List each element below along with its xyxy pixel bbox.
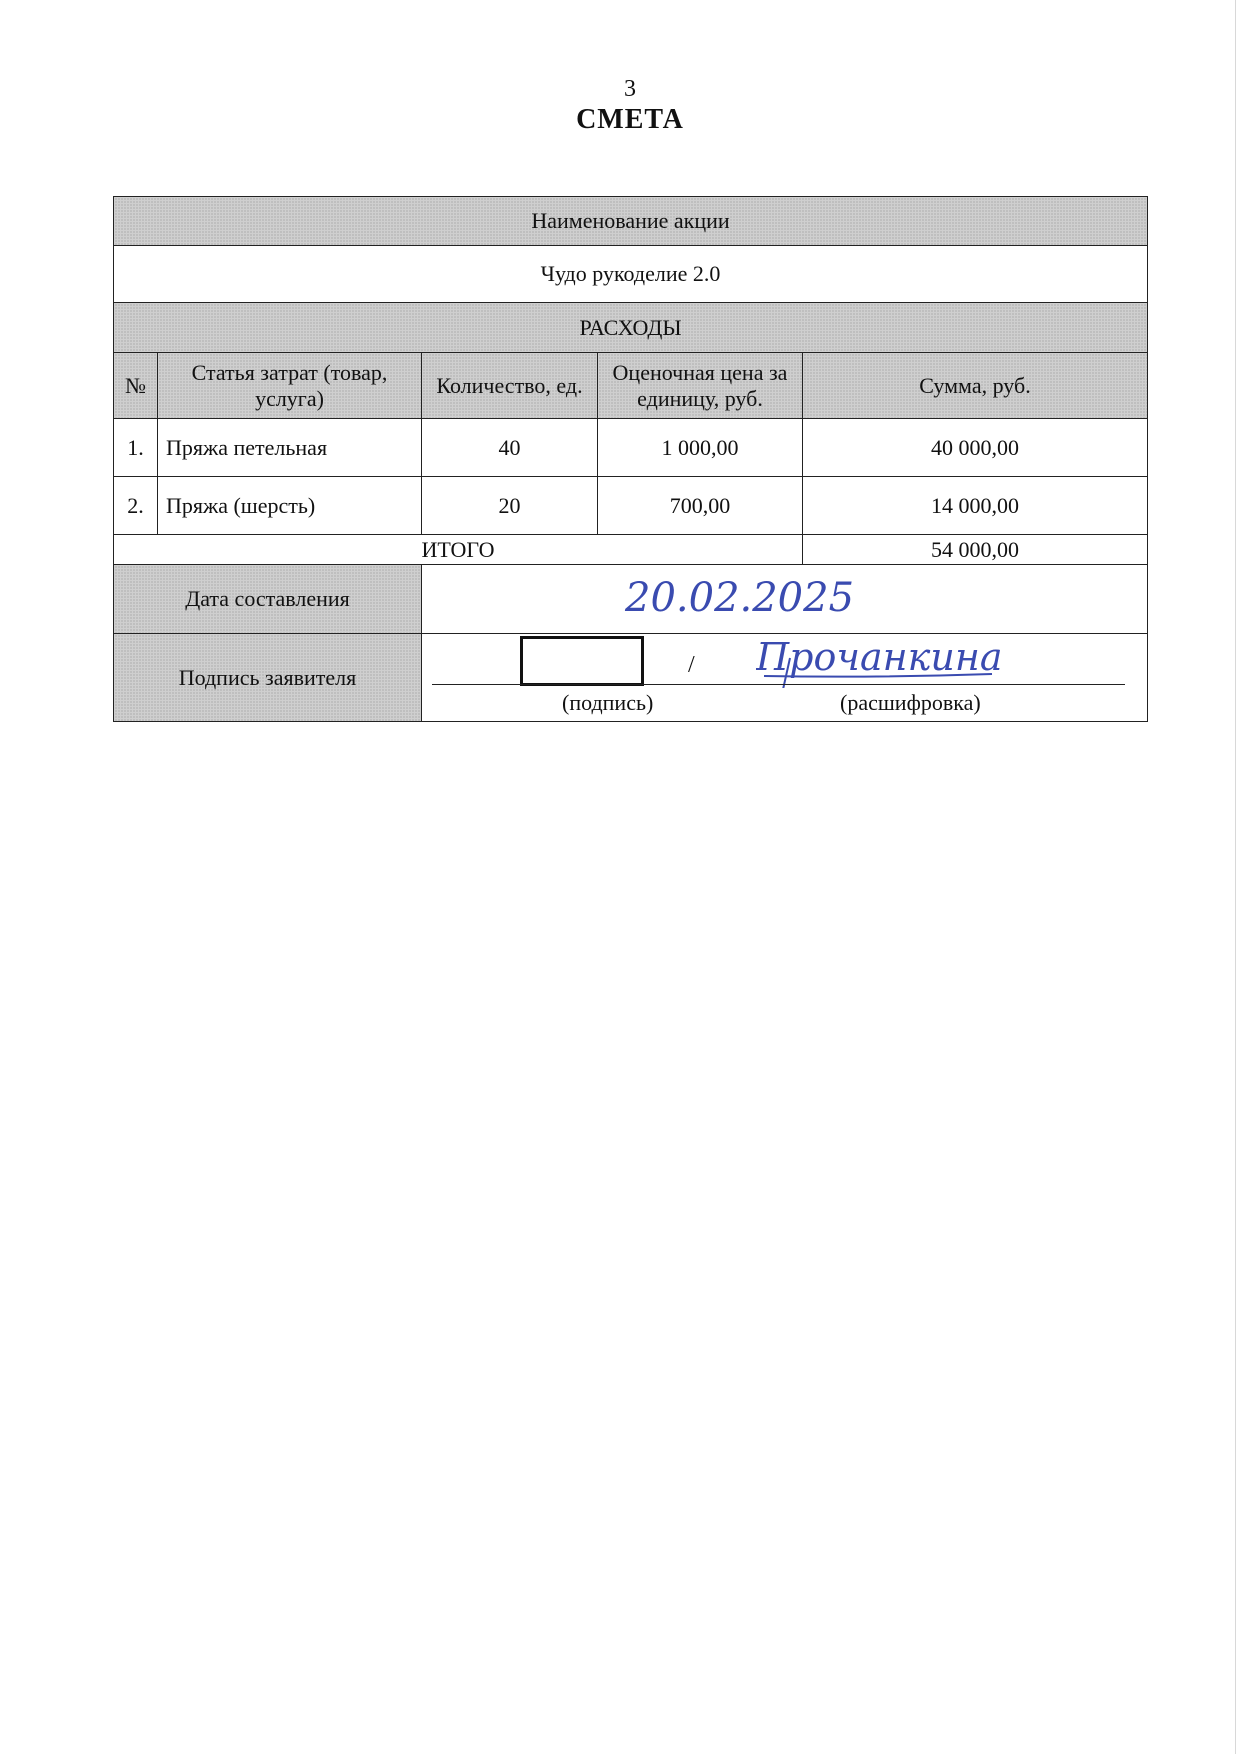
estimate-table [113,196,1148,722]
row-item: Пряжа петельная [158,419,422,477]
total-label: ИТОГО [114,535,803,565]
redacted-signature-box [520,636,644,686]
column-header-number: № [114,353,158,419]
campaign-header: Наименование акции [114,197,1148,246]
campaign-header-row [114,197,1148,246]
row-item: Пряжа (шерсть) [158,477,422,535]
date-row [114,565,1148,634]
date-label: Дата составления [114,565,422,634]
column-header-item: Статья затрат (товар, услуга) [158,353,422,419]
column-header-quantity: Количество, ед. [422,353,598,419]
column-header-price: Оценочная цена за единицу, руб. [598,353,803,419]
total-value: 54 000,00 [803,535,1148,565]
campaign-name-row [114,246,1148,303]
handwritten-name-text: Прочанкина [756,635,1003,679]
table-row [114,419,1148,477]
date-value-cell [422,565,1148,634]
signature-line [432,684,1125,685]
row-quantity: 20 [422,477,598,535]
signature-cell [422,634,1148,722]
column-header-row [114,353,1148,419]
column-header-sum: Сумма, руб. [803,353,1148,419]
row-number: 2. [114,477,158,535]
page-edge [1235,0,1236,1754]
expenses-header: РАСХОДЫ [114,303,1148,353]
campaign-name: Чудо рукоделие 2.0 [114,246,1148,303]
signature-label: Подпись заявителя [114,634,422,722]
document-title: СМЕТА [576,104,684,135]
expenses-header-row [114,303,1148,353]
handwritten-date-text: 20.02.2025 [624,575,854,621]
handwritten-name [756,628,1056,688]
row-price: 1 000,00 [598,419,803,477]
caption-decoding: (расшифровка) [840,690,981,715]
signature-separator: / [688,652,695,678]
row-price: 700,00 [598,477,803,535]
row-sum: 40 000,00 [803,419,1148,477]
row-number: 1. [114,419,158,477]
handwritten-date [425,565,1145,627]
table-row [114,477,1148,535]
total-row [114,535,1148,565]
page-number: 3 [624,76,636,102]
signature-row [114,634,1148,722]
row-sum: 14 000,00 [803,477,1148,535]
row-quantity: 40 [422,419,598,477]
caption-signature: (подпись) [562,690,654,715]
